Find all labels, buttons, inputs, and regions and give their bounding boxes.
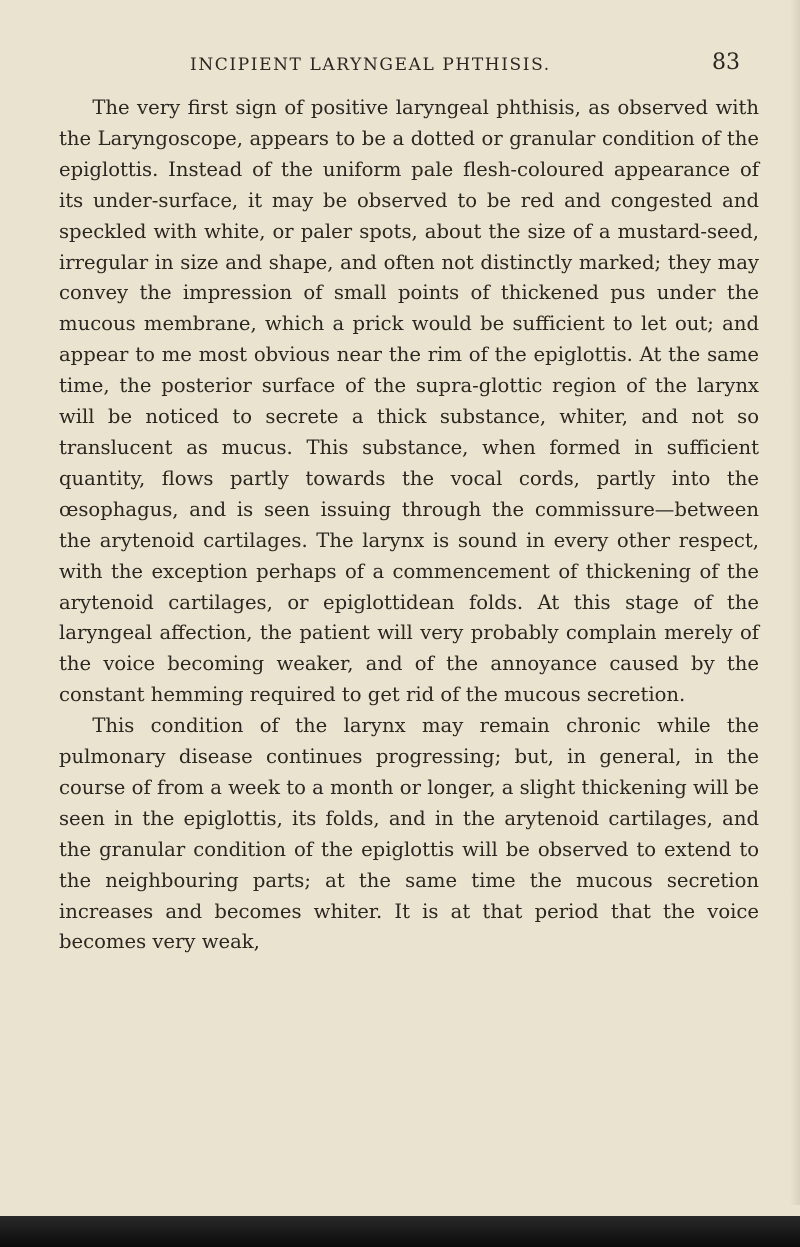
page-number: 83 — [712, 50, 740, 75]
paragraph-1: The very first sign of positive laryngeal phthisis, as observed with the Laryngoscope, appears to be a dotted or granular condition of the epiglottis. Instead of the uniform pale flesh-coloured appearance of its under-surface, it may be observed to be red and congested and speckled with white, or paler spots, about the size of a mustard-seed, irregular in size and shape, and often not distinctly marked; they may convey the impression of small points of thickened pus under the mucous membrane, which a prick would be sufficient to let out; and appear to me most obvious near the rim of the epiglottis. At the same time, the posterior surface of the supra-glottic region of the larynx will be noticed to secrete a thick substance, whiter, and not so translucent as mucus. This substance, when formed in sufficient quantity, flows partly towards the vocal cords, partly into the œsophagus, and is seen issuing through the commissure—between the arytenoid cartilages. The larynx is sound in every other respect, with the exception perhaps of a commencement of thickening of the arytenoid cartilages, or epiglottidean folds. At this stage of the laryngeal affection, the patient will very probably complain merely of the voice becoming weaker, and of the annoyance caused by the constant hemming required to get rid of the mucous secretion. — [59, 96, 759, 707]
paragraph-2: This condition of the larynx may remain chronic while the pulmonary disease continues progressing; but, in general, in the course of from a week to a month or longer, a slight thickening will be seen in the epiglottis, its folds, and in the arytenoid cartilages, and the granular condition of the epiglottis will be observed to extend to the neighbouring parts; at the same time the mucous secretion increases and becomes whiter. It is at that period that the voice becomes very weak, — [59, 714, 759, 954]
page-edge — [790, 0, 800, 1205]
body-text — [59, 93, 759, 958]
scan-bottom-border — [0, 1216, 800, 1247]
running-head: INCIPIENT LARYNGEAL PHTHISIS. — [190, 55, 551, 75]
